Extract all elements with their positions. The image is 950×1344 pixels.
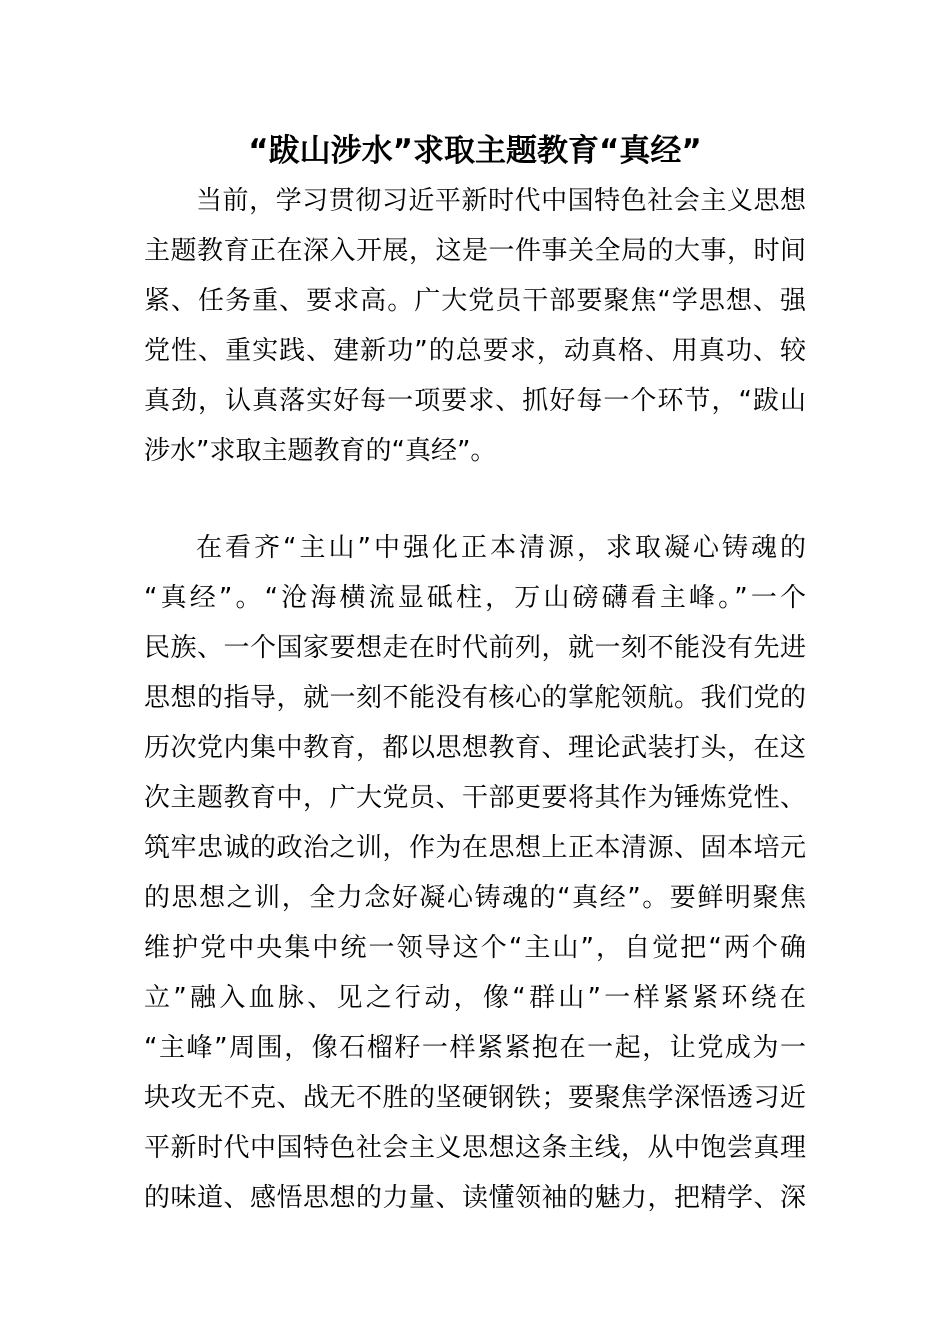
paragraph-line: 思想的指导，就一刻不能没有核心的掌舵领航。我们党的: [144, 683, 806, 713]
document-title: “跋山涉水”求取主题教育“真经”: [248, 133, 702, 169]
paragraph-line: 块攻无不克、战无不胜的坚硬钢铁；要聚焦学深悟透习近: [144, 1083, 806, 1113]
paragraph-1: [144, 176, 806, 476]
paragraph-line: 的味道、感悟思想的力量、读懂领袖的魅力，把精学、深: [144, 1183, 806, 1213]
paragraph-line: 平新时代中国特色社会主义思想这条主线，从中饱尝真理: [144, 1133, 806, 1163]
paragraph-line: 筑牢忠诚的政治之训，作为在思想上正本清源、固本培元: [144, 833, 806, 863]
paragraph-line: 维护党中央集中统一领导这个“主山”，自觉把“两个确: [144, 933, 806, 963]
paragraph-line: “主峰”周围，像石榴籽一样紧紧抱在一起，让党成为一: [144, 1033, 806, 1063]
paragraph-line: 紧、任务重、要求高。广大党员干部要聚焦“学思想、强: [144, 286, 806, 316]
paragraph-line: 主题教育正在深入开展，这是一件事关全局的大事，时间: [144, 236, 806, 266]
paragraph-line: 在看齐“主山”中强化正本清源，求取凝心铸魂的: [196, 533, 806, 563]
paragraph-line: 的思想之训，全力念好凝心铸魂的“真经”。要鲜明聚焦: [144, 883, 806, 913]
paragraph-line: 真劲，认真落实好每一项要求、抓好每一个环节，“跋山: [144, 386, 806, 416]
paragraph-line: 历次党内集中教育，都以思想教育、理论武装打头，在这: [144, 733, 806, 763]
paragraph-2: [144, 523, 806, 1223]
paragraph-line: 党性、重实践、建新功”的总要求，动真格、用真功、较: [144, 336, 806, 366]
paragraph-line: 立”融入血脉、见之行动，像“群山”一样紧紧环绕在: [144, 983, 806, 1013]
paragraph-line: 民族、一个国家要想走在时代前列，就一刻不能没有先进: [144, 633, 806, 663]
paragraph-line: 次主题教育中，广大党员、干部更要将其作为锤炼党性、: [144, 783, 806, 813]
paragraph-line: “真经”。“沧海横流显砥柱，万山磅礴看主峰。”一个: [144, 583, 806, 613]
paragraph-line: 涉水”求取主题教育的“真经”。: [144, 436, 497, 466]
paragraph-line: 当前，学习贯彻习近平新时代中国特色社会主义思想: [196, 186, 806, 216]
